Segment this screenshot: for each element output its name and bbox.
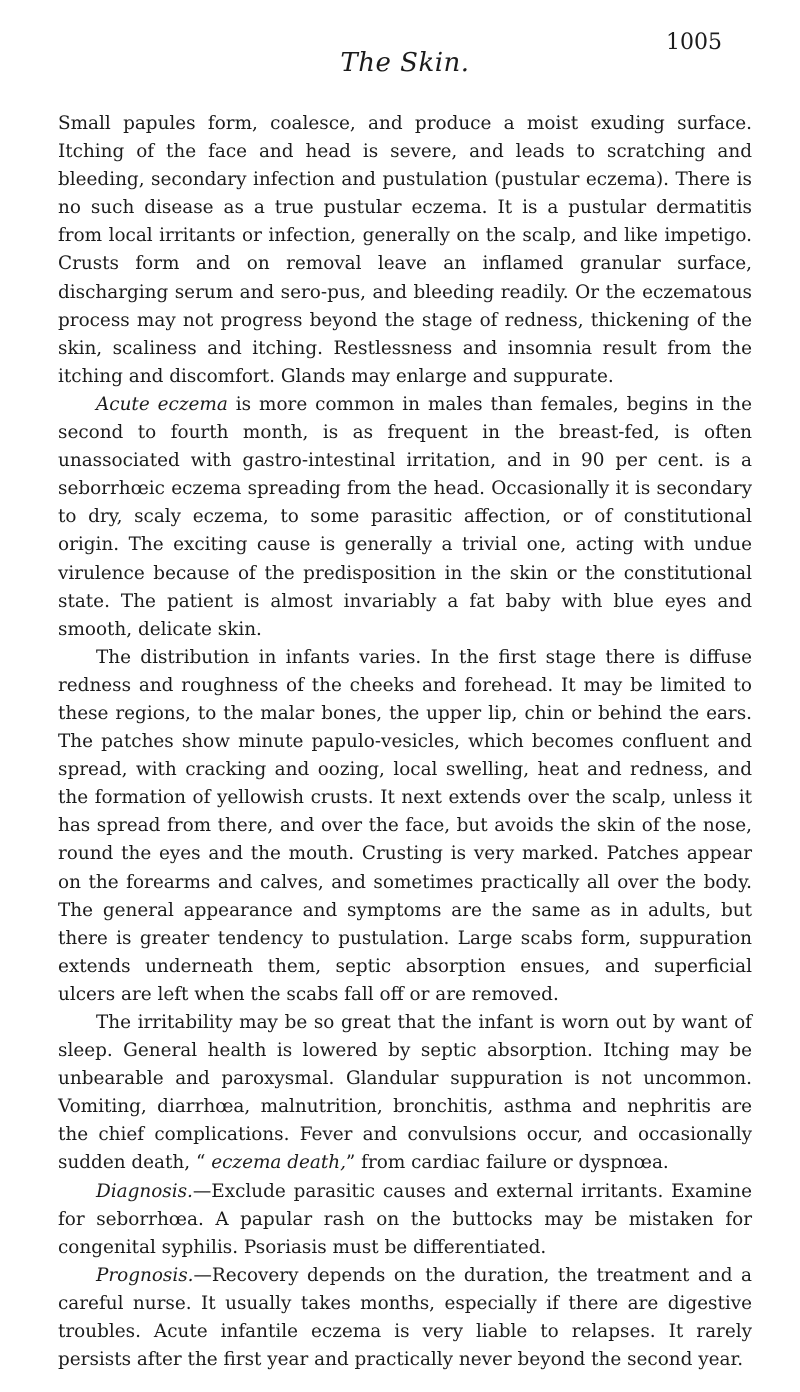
irritability-text-b: ” from cardiac failure or dyspnœa. [345, 1152, 669, 1174]
paragraph-prognosis [58, 1262, 752, 1374]
paragraph-irritability [58, 1009, 752, 1178]
paragraph-distribution [58, 644, 752, 1009]
diagnosis-heading: Diagnosis. [96, 1180, 193, 1202]
prognosis-heading: Prognosis. [96, 1264, 194, 1286]
body-text [58, 110, 752, 1374]
running-title: The Skin. [340, 48, 470, 78]
acute-eczema-text: is more common in males than females, begins in the second to fourth month, is as frequent in the breast-fed, is often unassociated with gastro-intestinal irritation, and in 90 per cent. is a seborrhœic eczema spreading from the head. Occasionally it is secondary to dry, scaly eczema, to some parasitic affection, or of constitutional origin. The exciting cause is generally a trivial one, acting with undue virulence because of the predisposition in the skin or the constitutional state. The patient is almost invariably a fat baby with blue eyes and smooth, delicate skin. [58, 393, 752, 640]
paragraph-diagnosis [58, 1178, 752, 1262]
prognosis-text: —Recovery depends on the duration, the treatment and a careful nurse. It usually takes months, especially if there are digestive troubles. Acute infantile eczema is very liable to relapses. It rarely persists after the first year and practically never beyond the second year. [58, 1264, 752, 1371]
acute-eczema-heading: Acute eczema [96, 393, 228, 415]
paragraph-symptoms [58, 110, 752, 391]
eczema-death-term: eczema death, [211, 1152, 346, 1174]
irritability-text-a: The irritability may be so great that the infant is worn out by want of sleep. General health is lowered by septic absorption. Itching may be unbearable and paroxysmal. Glandular suppuration is not uncommon. Vomiting, diarrhœa, malnutrition, bronchitis, asthma and nephritis are the chief complications. Fever and convulsions occur, and occasionally sudden death, “ [58, 1012, 752, 1174]
running-head [58, 0, 752, 110]
paragraph-distribution-text: The distribution in infants varies. In the first stage there is diffuse redness and roughness of the cheeks and forehead. It may be limited to these regions, to the malar bones, the upper lip, chin or behind the ears. The patches show minute papulo-vesicles, which becomes confluent and spread, with cracking and oozing, local swelling, heat and redness, and the formation of yellowish crusts. It next extends over the scalp, unless it has spread from there, and over the face, but avoids the skin of the nose, round the eyes and the mouth. Crusting is very marked. Patches appear on the forearms and calves, and sometimes practically all over the body. The general appearance and symptoms are the same as in adults, but there is greater tendency to pustulation. Large scabs form, suppuration extends underneath them, septic absorption ensues, and superficial ulcers are left when the scabs fall off or are removed. [58, 646, 752, 1005]
page-number: 1005 [666, 30, 722, 55]
paragraph-symptoms-text: Small papules form, coalesce, and produce a moist exuding surface. Itching of the face and head is severe, and leads to scratching and bleeding, secondary infection and pustulation (pustular eczema). There is no such disease as a true pustular eczema. It is a pustular dermatitis from local irritants or infection, generally on the scalp, and like impetigo. Crusts form and on removal leave an inflamed granular surface, discharging serum and sero-pus, and bleeding readily. Or the eczematous process may not progress beyond the stage of redness, thickening of the skin, scaliness and itching. Restlessness and insomnia result from the itching and discomfort. Glands may enlarge and suppurate. [58, 113, 752, 387]
paragraph-acute-eczema [58, 391, 752, 644]
diagnosis-text: —Exclude parasitic causes and external irritants. Examine for seborrhœa. A papular rash on the buttocks may be mistaken for congenital syphilis. Psoriasis must be differentiated. [58, 1180, 752, 1258]
